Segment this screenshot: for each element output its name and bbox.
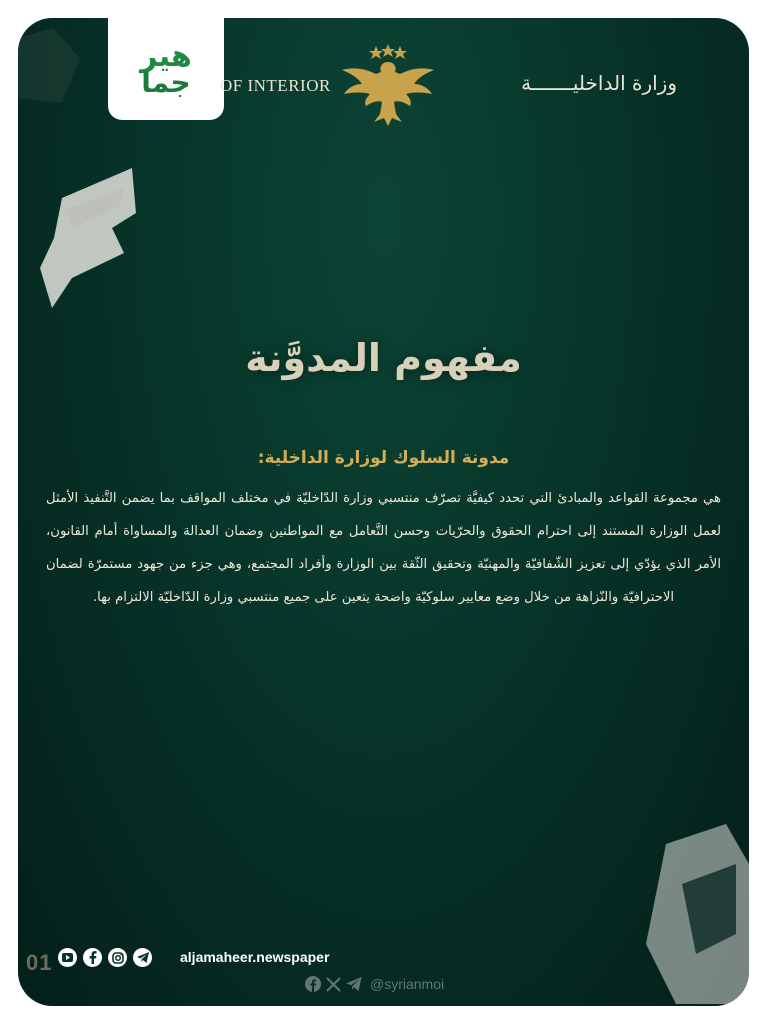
- post-card: [18, 18, 749, 1006]
- brand-logo-text-top: هير: [140, 38, 192, 74]
- brand-logo-text-bottom: جما: [141, 65, 191, 99]
- watermark-handle: @syrianmoi: [370, 976, 445, 992]
- ministry-name-arabic: وزارة الداخليـــــــة: [521, 71, 677, 95]
- youtube-icon[interactable]: [58, 948, 77, 967]
- paper-fragment-left: [32, 158, 142, 308]
- facebook-icon[interactable]: [83, 948, 102, 967]
- social-icons: [58, 948, 152, 967]
- facebook-icon: [305, 976, 321, 992]
- watermark: [305, 976, 444, 992]
- body-paragraph: هي مجموعة القواعد والمبادئ التي تحدد كيفيَّة تصرّف منتسبي وزارة الدّاخليّة في مختلف المواقف بما يضمن التَّنفيذ الأمثل لعمل الوزارة المستند إلى احترام الحقوق والحرّيات وحسن التَّعامل مع المواطنين وضمان العدالة والمساواة أمام القانون، الأمر الذي يؤدّي إلى تعزيز الشّفافيّة والمهنيّة وتحقيق الثّقة بين الوزارة وأفراد المجتمع، وهي جزء من جهود مستمرّة لضمان الاحترافيّة والنّزاهة من خلال وضع معايير سلوكيّة واضحة يتعين على جميع منتسبي وزارة الدّاخليّة الالتزام بها.: [46, 491, 721, 605]
- paper-fragment-bottom-right: [636, 824, 749, 1004]
- page-number: 01: [26, 950, 53, 975]
- brand-logo: [108, 18, 224, 120]
- x-icon: [326, 977, 341, 992]
- section-subtitle: مدونة السلوك لوزارة الداخلية:: [257, 448, 510, 468]
- eagle-emblem-icon: [338, 42, 438, 128]
- page-title: مفهوم المدوَّنة: [245, 336, 522, 380]
- paper-fragment-top-left: [18, 18, 88, 108]
- newspaper-handle[interactable]: aljamaheer.newspaper: [180, 949, 330, 965]
- ministry-name-english: OF INTERIOR: [220, 76, 331, 95]
- telegram-icon: [346, 977, 362, 991]
- instagram-icon[interactable]: [108, 948, 127, 967]
- telegram-icon[interactable]: [133, 948, 152, 967]
